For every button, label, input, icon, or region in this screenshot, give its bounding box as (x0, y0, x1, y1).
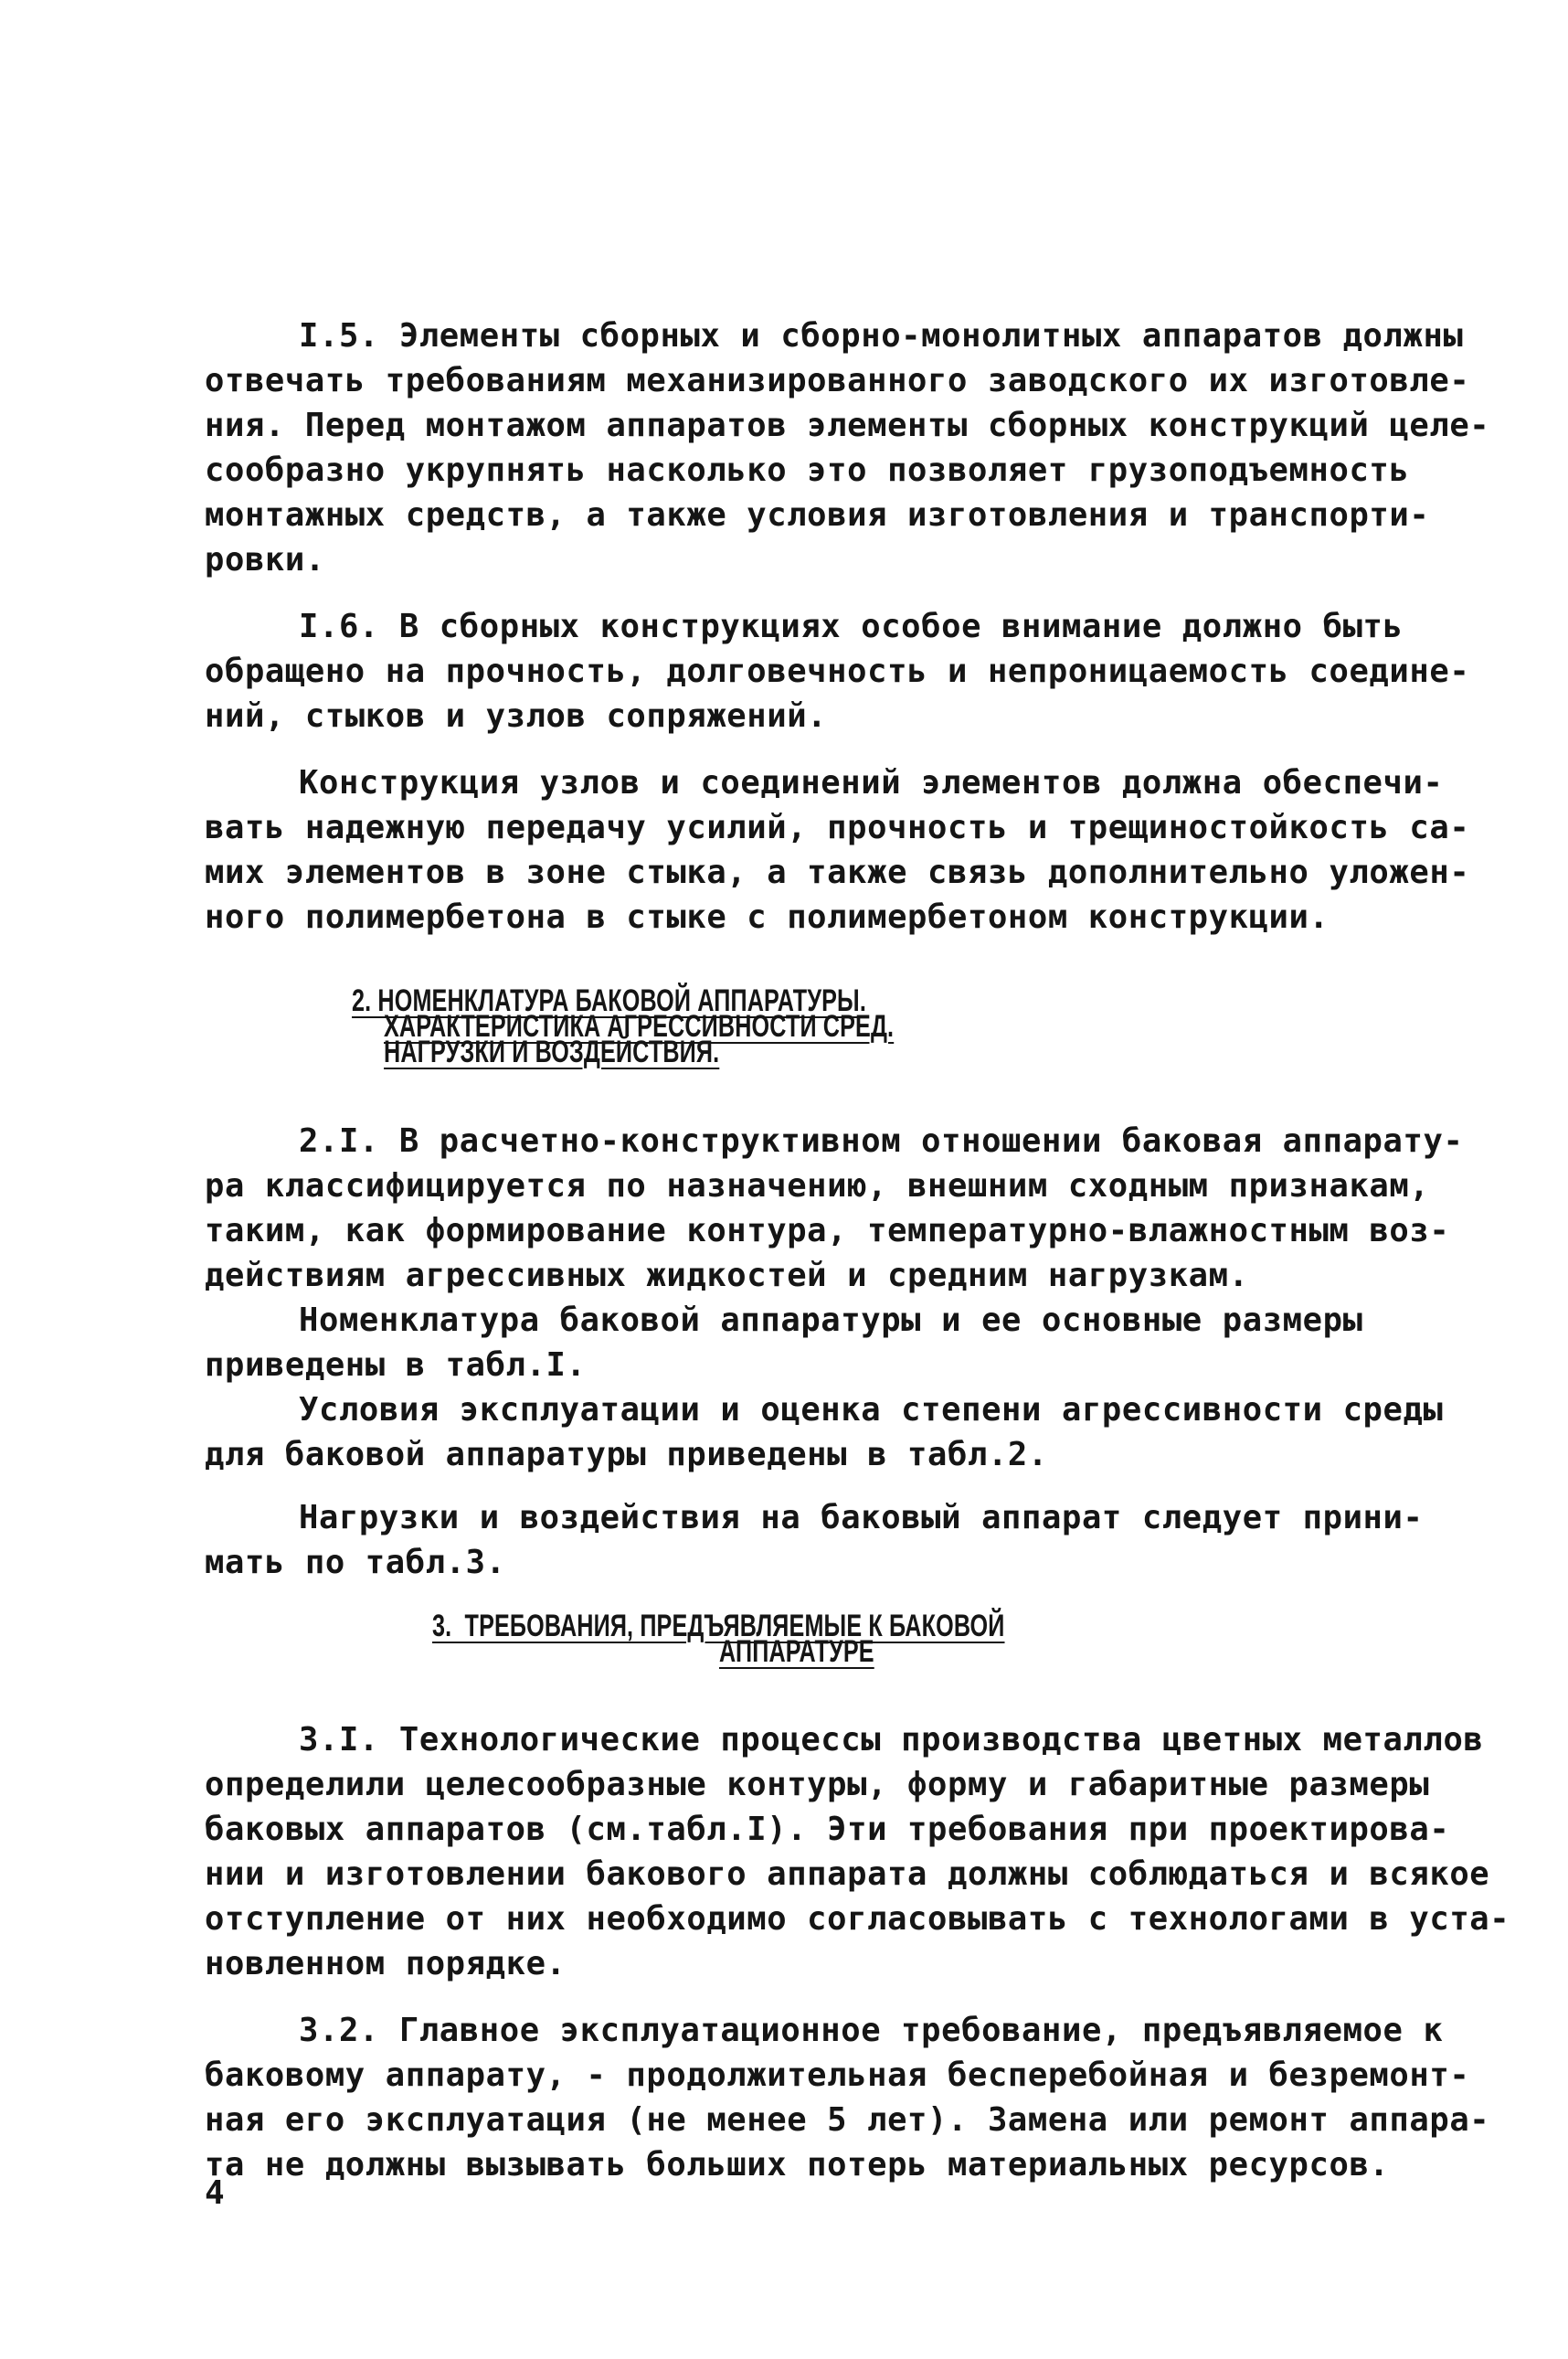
paragraph-3-1-line: баковых аппаратов (см.табл.I). Эти требования при проектирова- (205, 1811, 1450, 1848)
paragraph-conditions-line: Условия эксплуатации и оценка степени агрессивности среды (299, 1391, 1444, 1429)
paragraph-loads-line: мать по табл.3. (205, 1544, 506, 1581)
paragraph-2-1-line: ра классифицируется по назначению, внешним сходным признакам, (205, 1167, 1430, 1205)
paragraph-2-1-line: действиям агрессивных жидкостей и средним нагрузкам. (205, 1257, 1249, 1294)
paragraph-1-5-line: ния. Перед монтажом аппаратов элементы сборных конструкций целе- (205, 407, 1490, 444)
paragraph-1-6-line: ний, стыков и узлов сопряжений. (205, 697, 828, 735)
section-3-heading-line-1: 3. ТРЕБОВАНИЯ, ПРЕДЪЯВЛЯЕМЫЕ К БАКОВОЙ (432, 1609, 1005, 1643)
paragraph-3-1-line: нии и изготовлении бакового аппарата должны соблюдаться и всякое (205, 1855, 1490, 1893)
paragraph-3-1-line: новленном порядке. (205, 1945, 567, 1982)
paragraph-conditions-line: для баковой аппаратуры приведены в табл.2. (205, 1436, 1048, 1473)
paragraph-1-6-line: I.6. В сборных конструкциях особое внимание должно быть (299, 608, 1404, 645)
paragraph-3-2-line: ная его эксплуатация (не менее 5 лет). Замена или ремонт аппара- (205, 2101, 1490, 2139)
paragraph-1-5-line: монтажных средств, а также условия изготовления и транспорти- (205, 496, 1430, 534)
paragraph-3-1-line: отступление от них необходимо согласовывать с технологами в уста- (205, 1900, 1510, 1938)
section-2-heading-line-3: НАГРУЗКИ И ВОЗДЕЙСТВИЯ. (384, 1035, 720, 1069)
paragraph-3-1-line: 3.I. Технологические процессы производства цветных металлов (299, 1721, 1484, 1759)
page-number: 4 (205, 2174, 225, 2212)
paragraph-3-1-line: определили целесообразные контуры, форму и габаритные размеры (205, 1766, 1430, 1803)
paragraph-2-1-line: 2.I. В расчетно-конструктивном отношении баковая аппарату- (299, 1122, 1464, 1160)
section-2-heading-line-1: 2. НОМЕНКЛАТУРА БАКОВОЙ АППАРАТУРЫ. (352, 983, 866, 1018)
paragraph-1-5-line: сообразно укрупнять насколько это позволяет грузоподъемность (205, 452, 1410, 489)
paragraph-joints-line: ного полимербетона в стыке с полимербетоном конструкции. (205, 898, 1330, 936)
paragraph-loads-line: Нагрузки и воздействия на баковый аппарат следует прини- (299, 1499, 1424, 1536)
paragraph-3-2-line: 3.2. Главное эксплуатационное требование, предъявляемое к (299, 2012, 1444, 2049)
paragraph-joints-line: Конструкция узлов и соединений элементов должна обеспечи- (299, 764, 1444, 802)
paragraph-1-5-line: I.5. Элементы сборных и сборно-монолитных аппаратов должны (299, 317, 1464, 355)
paragraph-3-2-line: баковому аппарату, - продолжительная бесперебойная и безремонт- (205, 2056, 1470, 2094)
paragraph-1-6-line: обращено на прочность, долговечность и непроницаемость соедине- (205, 653, 1470, 690)
paragraph-1-5-line: отвечать требованиям механизированного заводского их изготовле- (205, 362, 1470, 399)
section-3-heading-line-2: АППАРАТУРЕ (719, 1634, 874, 1669)
paragraph-nomenclature-line: приведены в табл.I. (205, 1346, 587, 1384)
paragraph-joints-line: мих элементов в зоне стыка, а также связь дополнительно уложен- (205, 854, 1470, 891)
paragraph-1-5-line: ровки. (205, 541, 325, 579)
paragraph-joints-line: вать надежную передачу усилий, прочность и трещиностойкость са- (205, 809, 1470, 846)
paragraph-nomenclature-line: Номенклатура баковой аппаратуры и ее основные размеры (299, 1302, 1363, 1339)
paragraph-2-1-line: таким, как формирование контура, температурно-влажностным воз- (205, 1212, 1450, 1249)
section-2-heading-line-2: ХАРАКТЕРИСТИКА АГРЕССИВНОСТИ СРЕД. (384, 1009, 895, 1044)
paragraph-3-2-line: та не должны вызывать больших потерь материальных ресурсов. (205, 2146, 1390, 2184)
